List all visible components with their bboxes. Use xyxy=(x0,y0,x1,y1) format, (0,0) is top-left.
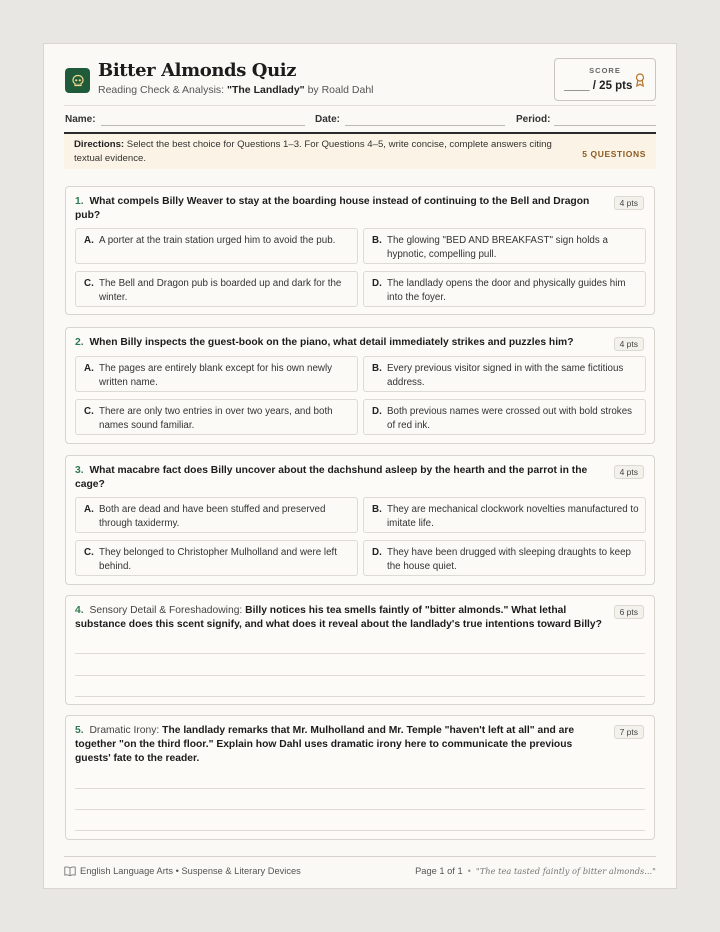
course-text: English Language Arts • Suspense & Literary Devices xyxy=(80,866,301,876)
answer-option[interactable] xyxy=(363,271,646,307)
date-label: Date: xyxy=(315,114,341,125)
header xyxy=(64,58,656,108)
answer-option[interactable] xyxy=(363,228,646,264)
skull-icon xyxy=(65,68,90,93)
question-prompt xyxy=(75,604,604,632)
option-text: The glowing "BED AND BREAKFAST" sign holds a hypnotic, compelling pull. xyxy=(387,235,608,260)
question-text: When Billy inspects the guest-book on the piano, what detail immediately strikes and puzzles him? xyxy=(89,337,574,348)
period-field[interactable] xyxy=(554,125,656,126)
option-text: They belonged to Christopher Mulholland and were left behind. xyxy=(99,547,337,572)
answer-option[interactable] xyxy=(363,540,646,576)
option-text: The pages are entirely blank except for his own newly written name. xyxy=(99,363,333,388)
name-field[interactable] xyxy=(101,125,305,126)
answer-line[interactable] xyxy=(75,809,645,810)
question-tag: Dramatic Irony: xyxy=(89,725,160,736)
option-text: There are only two entries in over two years, and both names sound familiar. xyxy=(99,406,333,431)
option-text: Every previous visitor signed in with the same fictitious address. xyxy=(387,363,624,388)
option-text: Both previous names were crossed out with bold strokes of red ink. xyxy=(387,406,633,431)
separator-dot: • xyxy=(467,866,471,876)
option-letter: C. xyxy=(84,547,94,558)
question-card xyxy=(65,595,655,705)
answer-option[interactable] xyxy=(363,497,646,533)
score-label: SCORE xyxy=(589,66,621,75)
question-prompt xyxy=(75,464,604,492)
question-text: Billy notices his tea smells faintly of "bitter almonds." What lethal substance does this scent signify, and what does it reveal about the landlady's true intentions toward Billy? xyxy=(75,605,602,630)
answer-line[interactable] xyxy=(75,830,645,831)
question-card xyxy=(65,327,655,444)
option-letter: B. xyxy=(372,363,382,374)
question-card xyxy=(65,715,655,840)
option-text: The Bell and Dragon pub is boarded up and dark for the winter. xyxy=(99,278,342,303)
question-text: The landlady remarks that Mr. Mulholland and Mr. Temple "haven't left at all" and are together "on the third floor." Explain how Dahl uses dramatic irony here to communicate the previous guests' fate to the reader. xyxy=(75,725,575,764)
name-label: Name: xyxy=(65,114,96,125)
answer-option[interactable] xyxy=(75,228,358,264)
option-letter: C. xyxy=(84,406,94,417)
option-text: They have been drugged with sleeping draughts to keep the house quiet. xyxy=(387,547,632,572)
answer-option[interactable] xyxy=(75,540,358,576)
directions-text xyxy=(74,138,564,166)
page-subtitle xyxy=(98,84,374,96)
answer-line[interactable] xyxy=(75,653,645,654)
question-number: 2. xyxy=(75,337,84,348)
footer-right xyxy=(415,866,656,876)
divider xyxy=(64,105,656,106)
points-badge: 7 pts xyxy=(614,725,644,739)
answer-option[interactable] xyxy=(75,399,358,435)
points-badge: 4 pts xyxy=(614,337,644,351)
period-label: Period: xyxy=(516,114,551,125)
question-prompt xyxy=(75,336,604,350)
student-info xyxy=(65,112,655,128)
answer-option[interactable] xyxy=(363,356,646,392)
option-letter: B. xyxy=(372,235,382,246)
points-badge: 6 pts xyxy=(614,605,644,619)
subtitle-prefix: Reading Check & Analysis: xyxy=(98,84,225,96)
directions-label: Directions: xyxy=(74,139,125,150)
score-value: ____ / 25 pts xyxy=(564,80,633,92)
option-text: Both are dead and have been stuffed and preserved through taxidermy. xyxy=(99,504,326,529)
points-badge: 4 pts xyxy=(614,465,644,479)
question-prompt xyxy=(75,195,604,223)
option-text: The landlady opens the door and physically guides him into the foyer. xyxy=(387,278,626,303)
question-card xyxy=(65,186,655,315)
answer-option[interactable] xyxy=(75,497,358,533)
score-box xyxy=(554,58,656,101)
option-letter: D. xyxy=(372,547,382,558)
question-prompt xyxy=(75,724,604,766)
book-icon xyxy=(64,866,76,876)
award-ribbon-icon xyxy=(635,73,645,87)
option-text: A porter at the train station urged him to avoid the pub. xyxy=(99,235,336,246)
option-letter: D. xyxy=(372,278,382,289)
footer xyxy=(64,856,656,886)
option-letter: B. xyxy=(372,504,382,515)
answer-line[interactable] xyxy=(75,788,645,789)
option-letter: A. xyxy=(84,363,94,374)
answer-option[interactable] xyxy=(75,271,358,307)
question-number: 1. xyxy=(75,196,84,207)
question-number: 5. xyxy=(75,725,84,736)
answer-line[interactable] xyxy=(75,675,645,676)
question-text: What compels Billy Weaver to stay at the boarding house instead of continuing to the Bell and Dragon pub? xyxy=(75,196,590,221)
directions-body: Select the best choice for Questions 1–3. For Questions 4–5, write concise, complete answers citing textual evidence. xyxy=(74,139,552,164)
page-title: Bitter Almonds Quiz xyxy=(98,60,297,81)
footer-quote: "The tea tasted faintly of bitter almonds..." xyxy=(475,866,656,876)
option-text: They are mechanical clockwork novelties manufactured to imitate life. xyxy=(387,504,639,529)
date-field[interactable] xyxy=(345,125,505,126)
question-number: 3. xyxy=(75,465,84,476)
answer-line[interactable] xyxy=(75,696,645,697)
page-number: Page 1 of 1 xyxy=(415,866,463,876)
question-number: 4. xyxy=(75,605,84,616)
question-tag: Sensory Detail & Foreshadowing: xyxy=(89,605,243,616)
option-letter: A. xyxy=(84,235,94,246)
quiz-page xyxy=(43,43,677,889)
option-letter: C. xyxy=(84,278,94,289)
footer-course xyxy=(64,866,301,876)
question-card xyxy=(65,455,655,585)
answer-option[interactable] xyxy=(363,399,646,435)
story-title: "The Landlady" xyxy=(227,84,305,96)
question-count: 5 QUESTIONS xyxy=(582,149,646,159)
points-badge: 4 pts xyxy=(614,196,644,210)
answer-option[interactable] xyxy=(75,356,358,392)
question-text: What macabre fact does Billy uncover about the dachshund asleep by the hearth and the parrot in the cage? xyxy=(75,465,588,490)
option-letter: D. xyxy=(372,406,382,417)
directions-banner xyxy=(64,134,656,169)
author: by Roald Dahl xyxy=(307,84,374,96)
option-letter: A. xyxy=(84,504,94,515)
